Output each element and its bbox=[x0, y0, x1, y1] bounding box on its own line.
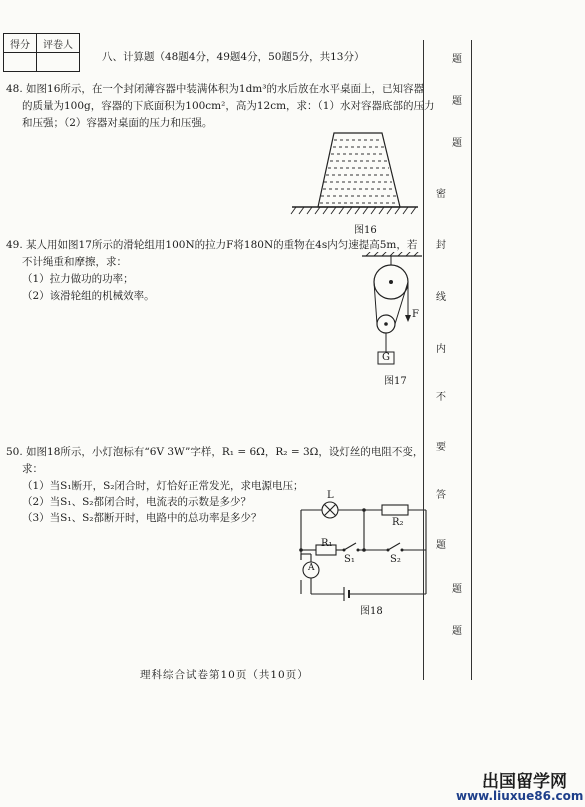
margin-char: 封 bbox=[436, 240, 446, 251]
figure18-label-L: L bbox=[327, 490, 334, 501]
figure18-caption: 图18 bbox=[360, 606, 383, 617]
q50-line2: 求： bbox=[22, 463, 43, 475]
figure17-label-G: G bbox=[382, 352, 390, 363]
margin-inner-char: 题 bbox=[452, 138, 462, 149]
margin-inner-char: 题 bbox=[452, 96, 462, 107]
outer-margin-line bbox=[471, 40, 472, 680]
score-cell bbox=[4, 53, 37, 72]
figure18-label-R2: R₂ bbox=[392, 517, 404, 528]
margin-char: 线 bbox=[436, 292, 446, 303]
q48-line1: 48. 如图16所示，在一个封闭薄容器中装满体积为1dm³的水后放在水平桌面上，已知容器 bbox=[6, 83, 424, 95]
watermark-title: 出国留学网 bbox=[482, 772, 567, 792]
figure16-container-diagram bbox=[288, 125, 423, 220]
margin-char: 密 bbox=[436, 189, 446, 200]
inner-margin-line bbox=[423, 40, 424, 680]
q50-item1: （1）当S₁断开，S₂闭合时，灯恰好正常发光，求电源电压； bbox=[22, 480, 304, 492]
figure18-ammeter-label: A bbox=[308, 563, 315, 573]
q49-item2: （2）该滑轮组的机械效率。 bbox=[22, 290, 155, 302]
q48-line3: 和压强；（2）容器对桌面的压力和压强。 bbox=[22, 117, 213, 129]
score-table bbox=[3, 33, 80, 72]
page-footer: 理科综合试卷第10页（共10页） bbox=[140, 669, 309, 681]
margin-char: 答 bbox=[436, 490, 446, 501]
figure17-label-F: F bbox=[412, 309, 419, 320]
q49-line1: 49. 某人用如图17所示的滑轮组用100N的拉力F将180N的重物在4s内匀速提高5m，若 bbox=[6, 239, 418, 251]
q48-line2: 的质量为100g，容器的下底面积为100cm²，高为12cm，求：（1）水对容器底部的压力 bbox=[22, 100, 435, 112]
grader-cell bbox=[37, 53, 80, 72]
margin-inner-char: 题 bbox=[452, 584, 462, 595]
figure18-label-S2: S₂ bbox=[390, 554, 401, 565]
margin-inner-char: 题 bbox=[452, 54, 462, 65]
margin-char: 题 bbox=[436, 540, 446, 551]
grader-header: 评卷人 bbox=[37, 34, 80, 53]
score-header: 得分 bbox=[4, 34, 37, 53]
margin-char: 不 bbox=[436, 392, 446, 403]
figure17-caption: 图17 bbox=[384, 376, 407, 387]
figure18-circuit-diagram bbox=[296, 488, 436, 606]
figure16-caption: 图16 bbox=[354, 225, 377, 236]
q50-item2: （2）当S₁、S₂都闭合时，电流表的示数是多少？ bbox=[22, 496, 251, 508]
watermark-url[interactable]: www.liuxue86.com bbox=[456, 789, 584, 803]
margin-char: 要 bbox=[436, 442, 446, 453]
section-title: 八、计算题（48题4分，49题4分，50题5分，共13分） bbox=[102, 51, 365, 63]
figure18-label-S1: S₁ bbox=[344, 554, 355, 565]
margin-char: 内 bbox=[436, 344, 446, 355]
q50-item3: （3）当S₁、S₂都断开时，电路中的总功率是多少？ bbox=[22, 512, 262, 524]
q50-line1: 50. 如图18所示，小灯泡标有“6V 3W”字样，R₁ = 6Ω，R₂ = 3Ω，设灯丝的电阻不变， bbox=[6, 446, 424, 458]
margin-inner-char: 题 bbox=[452, 626, 462, 637]
q49-line2: 不计绳重和摩擦，求： bbox=[22, 256, 127, 268]
figure18-label-R1: R₁ bbox=[321, 538, 333, 549]
q49-item1: （1）拉力做功的功率； bbox=[22, 273, 134, 285]
